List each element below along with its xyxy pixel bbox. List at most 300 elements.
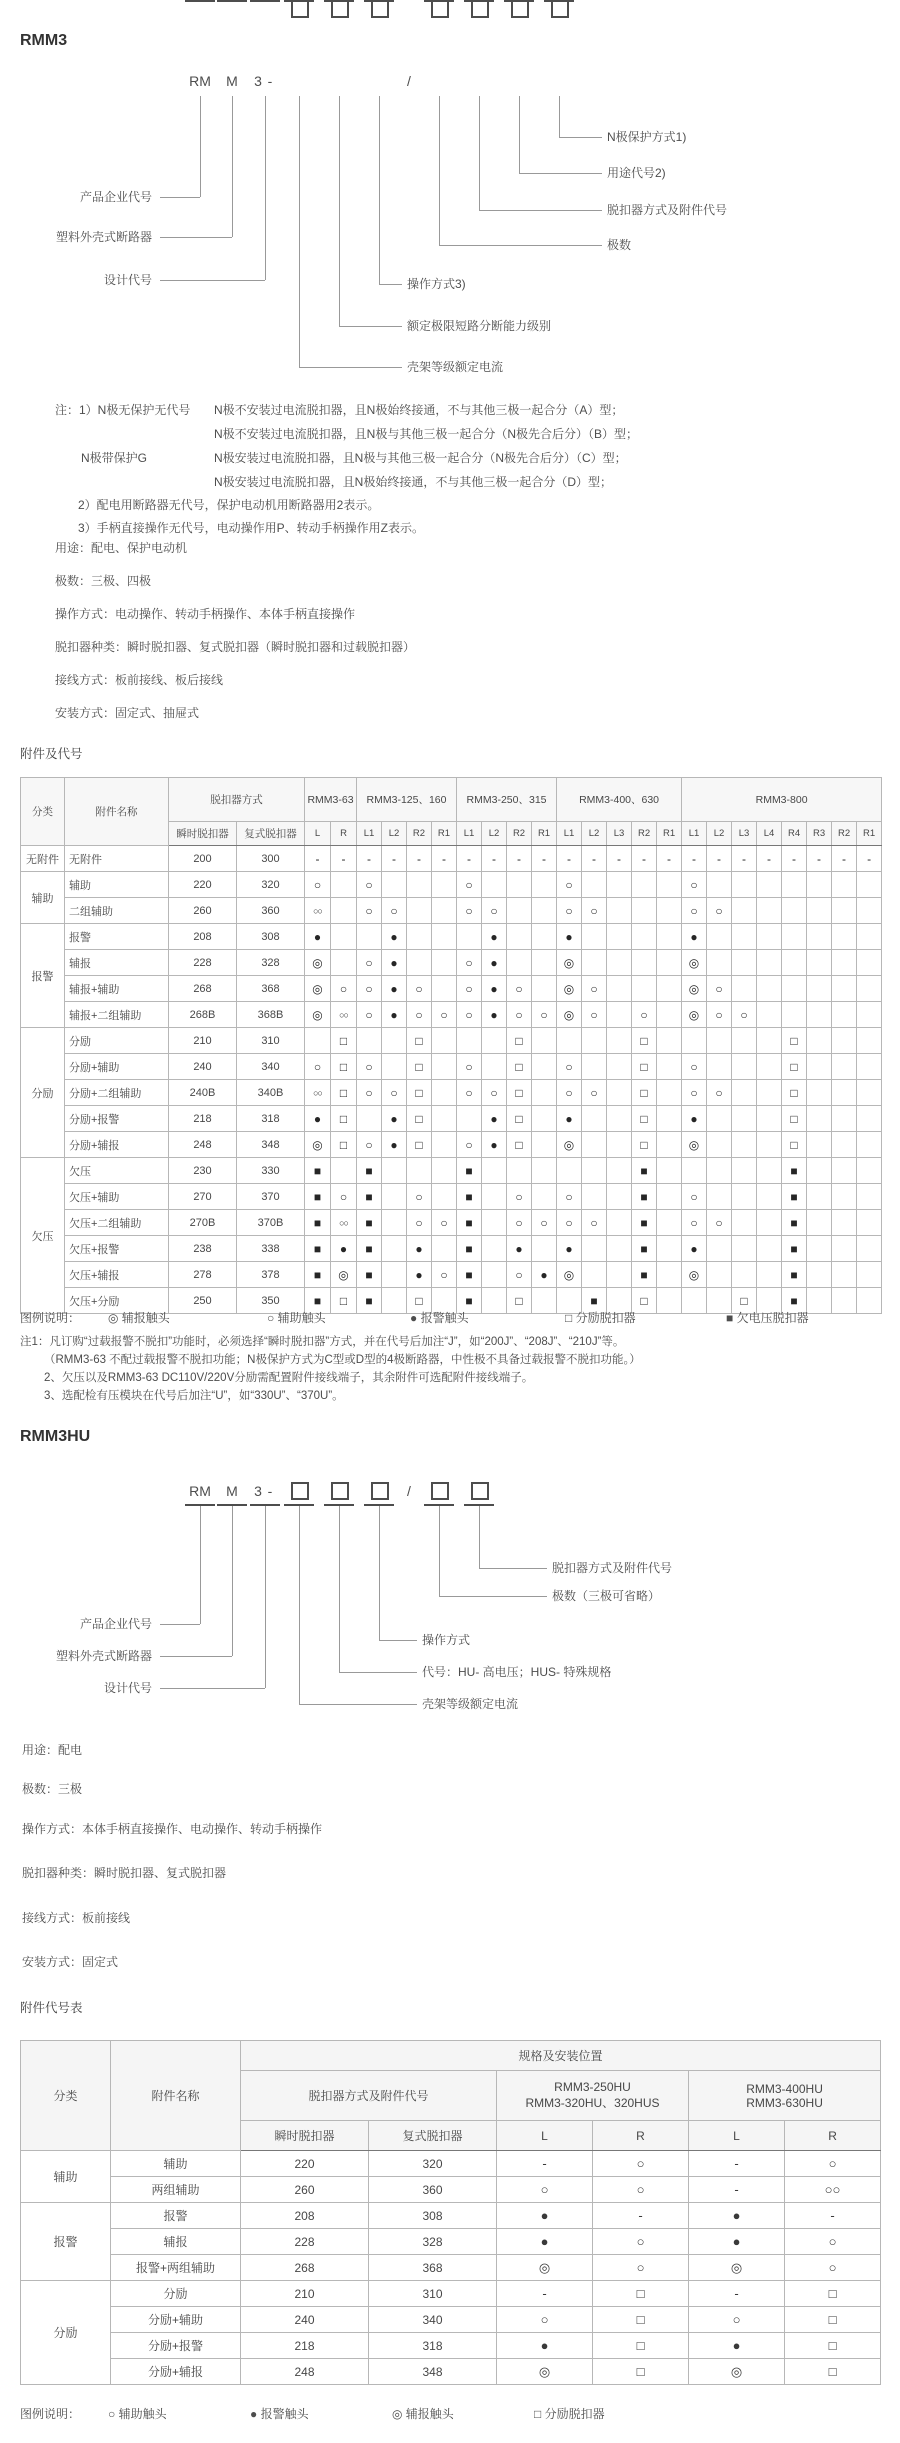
- rmm3hu-section-title: RMM3HU: [20, 1428, 91, 1445]
- table-row: [21, 2177, 881, 2203]
- legend-prefix: 图例说明：: [20, 2407, 81, 2421]
- table-cell: [507, 1158, 532, 1184]
- table-cell: ●: [482, 1002, 507, 1028]
- table-cell: 320: [237, 872, 305, 898]
- spec-line: 接线方式：板前接线、板后接线: [55, 673, 224, 687]
- table-cell: 260: [241, 2177, 369, 2203]
- table-cell: 208: [169, 924, 237, 950]
- category-cell: 辅助: [21, 872, 65, 924]
- table-cell: ■: [357, 1158, 382, 1184]
- table-cell: ■: [305, 1262, 331, 1288]
- legend-item: ◎ 辅报触头: [392, 2407, 454, 2421]
- table-cell: □: [593, 2281, 689, 2307]
- table-cell: [432, 898, 457, 924]
- table-cell: ●: [557, 1236, 582, 1262]
- table-cell: 238: [169, 1236, 237, 1262]
- table-cell: [857, 1132, 882, 1158]
- table-cell: [857, 950, 882, 976]
- table-cell: □: [331, 1028, 357, 1054]
- table-cell: ○: [707, 1080, 732, 1106]
- table-cell: 268: [241, 2255, 369, 2281]
- code-token-slash: /: [407, 1483, 411, 1499]
- table-cell: ○: [407, 1184, 432, 1210]
- table-cell: ●: [482, 950, 507, 976]
- table-cell: -: [497, 2281, 593, 2307]
- table-row: [21, 976, 882, 1002]
- table-cell: ○: [507, 1184, 532, 1210]
- table-cell: 220: [241, 2151, 369, 2177]
- table-cell: ■: [782, 1262, 807, 1288]
- table-row: [21, 1106, 882, 1132]
- table-cell: [857, 1106, 882, 1132]
- table-cell: ○○: [785, 2177, 881, 2203]
- table-cell: [807, 1002, 832, 1028]
- table-cell: ◎: [557, 976, 582, 1002]
- table-cell: ◎: [305, 950, 331, 976]
- code-token-dash: -: [267, 1483, 273, 1499]
- table-cell: [582, 1054, 607, 1080]
- code-box-6: [511, 0, 529, 18]
- table-cell: [482, 1184, 507, 1210]
- table-cell: □: [782, 1106, 807, 1132]
- table-cell: [832, 976, 857, 1002]
- spec-line: 安装方式：固定式: [22, 1955, 119, 1969]
- table-cell: ○: [582, 898, 607, 924]
- table-row: [21, 1054, 882, 1080]
- spec-line: 极数：三极、四极: [55, 574, 152, 588]
- table-cell: [657, 898, 682, 924]
- column-header: 附件名称: [65, 778, 169, 846]
- table-cell: [707, 1158, 732, 1184]
- legend-item: ● 报警触头: [250, 2407, 309, 2421]
- note-line: N极不安装过电流脱扣器，且N极与其他三极一起合分（N极先合后分）（B）型；: [214, 427, 639, 441]
- table-cell: -: [582, 846, 607, 872]
- table-cell: [532, 1080, 557, 1106]
- table-row: [21, 1080, 882, 1106]
- table-cell: [657, 1158, 682, 1184]
- table-cell: ○: [497, 2307, 593, 2333]
- table-cell: -: [807, 846, 832, 872]
- column-header: L2: [582, 822, 607, 846]
- table-cell: ●: [305, 924, 331, 950]
- table-cell: ○: [682, 1054, 707, 1080]
- table-cell: □: [632, 1080, 657, 1106]
- rmm3-section-title: RMM3: [20, 32, 68, 49]
- column-header: L: [305, 822, 331, 846]
- table-cell: [857, 898, 882, 924]
- table-cell: 248: [241, 2359, 369, 2385]
- table-cell: [832, 1210, 857, 1236]
- table-cell: [707, 872, 732, 898]
- table-cell: [807, 1158, 832, 1184]
- table-cell: ○: [582, 1210, 607, 1236]
- table-cell: ◎: [557, 1262, 582, 1288]
- table-cell: [607, 1002, 632, 1028]
- table-cell: □: [785, 2333, 881, 2359]
- column-header: 瞬时脱扣器: [169, 822, 237, 846]
- table-cell: ○: [382, 1080, 407, 1106]
- table-cell: 分励+辅助: [111, 2307, 241, 2333]
- table-cell: ●: [497, 2333, 593, 2359]
- table-cell: ○: [507, 1002, 532, 1028]
- table-cell: [657, 950, 682, 976]
- column-header: RMM3-250HU RMM3-320HU、320HUS: [497, 2071, 689, 2121]
- table-cell: ○: [357, 1132, 382, 1158]
- column-header: R: [785, 2121, 881, 2151]
- table-cell: 欠压+二组辅助: [65, 1210, 169, 1236]
- table-cell: [507, 872, 532, 898]
- table-cell: [357, 1106, 382, 1132]
- table-cell: □: [632, 1028, 657, 1054]
- table-cell: [357, 1028, 382, 1054]
- table-cell: □: [785, 2359, 881, 2385]
- table-cell: -: [732, 846, 757, 872]
- table-cell: ○: [357, 1002, 382, 1028]
- table-cell: ○: [357, 950, 382, 976]
- code-token-m: M: [226, 1483, 238, 1499]
- table-cell: [732, 1210, 757, 1236]
- table-row: [21, 2255, 881, 2281]
- table-cell: 368B: [237, 1002, 305, 1028]
- table-cell: -: [607, 846, 632, 872]
- code-token-rm: RM: [189, 73, 211, 89]
- table-cell: [432, 1054, 457, 1080]
- table-cell: □: [407, 1288, 432, 1314]
- table-cell: [607, 924, 632, 950]
- table-cell: [432, 976, 457, 1002]
- table-cell: ○○: [305, 898, 331, 924]
- table-cell: [832, 872, 857, 898]
- note-line: 注：1）N极无保护无代号 N极不安装过电流脱扣器，且N极始终接通，不与其他三极一起合分（A）型；: [55, 403, 624, 417]
- table-cell: [757, 924, 782, 950]
- table-cell: ○: [557, 872, 582, 898]
- category-cell: 辅助: [21, 2151, 111, 2203]
- table-cell: [657, 1236, 682, 1262]
- label-breaking-capacity: 额定极限短路分断能力级别: [407, 319, 552, 333]
- table-cell: □: [593, 2359, 689, 2385]
- table-cell: ◎: [497, 2255, 593, 2281]
- table-row: [21, 1262, 882, 1288]
- table-cell: 340: [237, 1054, 305, 1080]
- table-row: [21, 1236, 882, 1262]
- column-header: L1: [457, 822, 482, 846]
- column-header: L2: [707, 822, 732, 846]
- table-cell: [732, 976, 757, 1002]
- spec-line: 极数：三极: [22, 1782, 83, 1796]
- table-cell: 210: [169, 1028, 237, 1054]
- column-header: R1: [857, 822, 882, 846]
- table-cell: ■: [305, 1236, 331, 1262]
- table-cell: [707, 1262, 732, 1288]
- table-cell: -: [532, 846, 557, 872]
- table-cell: [682, 1028, 707, 1054]
- table-cell: [632, 976, 657, 1002]
- table-cell: [582, 1158, 607, 1184]
- table-cell: □: [507, 1054, 532, 1080]
- table-cell: [382, 1158, 407, 1184]
- table-cell: 318: [369, 2333, 497, 2359]
- table-row: [21, 872, 882, 898]
- table-cell: □: [331, 1106, 357, 1132]
- table-cell: 360: [237, 898, 305, 924]
- table-cell: □: [785, 2307, 881, 2333]
- note-line: N极带保护G N极安装过电流脱扣器，且N极与其他三极一起合分（N极先合后分）（C）型；: [81, 451, 627, 465]
- table-cell: [757, 1106, 782, 1132]
- table-row: [21, 2151, 881, 2177]
- table-cell: ■: [457, 1210, 482, 1236]
- table-cell: [757, 1158, 782, 1184]
- table-cell: [432, 1080, 457, 1106]
- table-cell: ○○: [305, 1080, 331, 1106]
- table-row: [21, 1132, 882, 1158]
- table-cell: ◎: [557, 1132, 582, 1158]
- table-cell: -: [689, 2281, 785, 2307]
- table-cell: [432, 1184, 457, 1210]
- table-cell: 分励+二组辅助: [65, 1080, 169, 1106]
- table-cell: [357, 924, 382, 950]
- table-cell: 350: [237, 1288, 305, 1314]
- table-cell: 报警: [65, 924, 169, 950]
- table-cell: [382, 1210, 407, 1236]
- table-cell: 分励+辅报: [65, 1132, 169, 1158]
- table-cell: [532, 1158, 557, 1184]
- table-cell: □: [632, 1132, 657, 1158]
- table-cell: 328: [369, 2229, 497, 2255]
- table-cell: [807, 950, 832, 976]
- table-cell: [757, 1236, 782, 1262]
- table-cell: ○: [557, 1184, 582, 1210]
- table-cell: ◎: [682, 1002, 707, 1028]
- table-cell: ◎: [331, 1262, 357, 1288]
- table-cell: ●: [407, 1236, 432, 1262]
- table-cell: ◎: [557, 1002, 582, 1028]
- table-cell: 340B: [237, 1080, 305, 1106]
- table-cell: □: [593, 2307, 689, 2333]
- table-cell: ■: [457, 1288, 482, 1314]
- table-cell: ○: [457, 1132, 482, 1158]
- table-cell: ■: [632, 1210, 657, 1236]
- table-cell: [832, 924, 857, 950]
- table-cell: ●: [689, 2333, 785, 2359]
- table-cell: [832, 950, 857, 976]
- table-cell: ■: [582, 1288, 607, 1314]
- spec-line: 接线方式：板前接线: [22, 1911, 131, 1925]
- footnote-line: 注1：凡订购“过载报警不脱扣”功能时，必须选择“瞬时脱扣器”方式，并在代号后加注“J”，如“200J”、“208J”、“210J”等。: [20, 1336, 625, 1348]
- table-cell: [732, 1080, 757, 1106]
- table-cell: -: [785, 2203, 881, 2229]
- table-cell: [857, 1210, 882, 1236]
- table-cell: [507, 924, 532, 950]
- rmm3hu-accessory-code-table: [20, 2040, 881, 2385]
- table-cell: 328: [237, 950, 305, 976]
- label-operation-mode: 操作方式3): [407, 277, 466, 291]
- table-cell: [582, 924, 607, 950]
- table-cell: ●: [382, 1132, 407, 1158]
- table-cell: ○: [557, 898, 582, 924]
- table-cell: ○: [357, 976, 382, 1002]
- label-frame-current: 壳架等级额定电流: [422, 1697, 519, 1711]
- table-cell: ●: [482, 976, 507, 1002]
- column-header: L3: [607, 822, 632, 846]
- table-cell: □: [507, 1028, 532, 1054]
- table-cell: □: [507, 1288, 532, 1314]
- table-row: [21, 1002, 882, 1028]
- table-cell: 370: [237, 1184, 305, 1210]
- table-cell: [407, 950, 432, 976]
- table-cell: [507, 898, 532, 924]
- label-trip-accessory-code: 脱扣器方式及附件代号: [552, 1561, 673, 1575]
- legend-prefix: 图例说明：: [20, 1311, 81, 1325]
- footnote-line: （RMM3-63 不配过载报警不脱扣功能；N极保护方式为C型或D型的4极断路器，中性极不具备过载报警不脱扣功能。）: [44, 1354, 641, 1366]
- table-cell: □: [407, 1054, 432, 1080]
- table-cell: ●: [507, 1236, 532, 1262]
- table-cell: ○: [382, 898, 407, 924]
- spec-line: 脱扣器种类：瞬时脱扣器、复式脱扣器（瞬时脱扣器和过载脱扣器）: [55, 640, 416, 654]
- table-cell: [532, 1184, 557, 1210]
- table-cell: 270B: [169, 1210, 237, 1236]
- table-cell: ○: [732, 1002, 757, 1028]
- table-cell: [732, 950, 757, 976]
- table-cell: ○: [557, 1210, 582, 1236]
- table-cell: ○: [305, 872, 331, 898]
- table-cell: [757, 1028, 782, 1054]
- table-cell: ○: [682, 1080, 707, 1106]
- table-cell: ○: [707, 898, 732, 924]
- table-cell: 318: [237, 1106, 305, 1132]
- table-cell: ○: [682, 1210, 707, 1236]
- table-cell: ○: [432, 1210, 457, 1236]
- table-cell: ◎: [689, 2359, 785, 2385]
- table-cell: [507, 950, 532, 976]
- table-cell: [807, 898, 832, 924]
- table-cell: ■: [782, 1158, 807, 1184]
- table-cell: -: [432, 846, 457, 872]
- table-cell: 218: [241, 2333, 369, 2359]
- table-cell: [832, 1054, 857, 1080]
- table-cell: [432, 872, 457, 898]
- table-cell: [657, 1106, 682, 1132]
- table-cell: [407, 924, 432, 950]
- table-cell: [607, 1236, 632, 1262]
- table-cell: ○○: [331, 1210, 357, 1236]
- table-cell: [331, 872, 357, 898]
- table-cell: ○: [482, 1080, 507, 1106]
- table-cell: ○: [457, 976, 482, 1002]
- column-header: 复式脱扣器: [369, 2121, 497, 2151]
- table-cell: [782, 1002, 807, 1028]
- table-cell: [832, 1080, 857, 1106]
- table-cell: [757, 1080, 782, 1106]
- table-cell: [807, 1184, 832, 1210]
- table-row: [21, 1210, 882, 1236]
- table-cell: □: [331, 1080, 357, 1106]
- table-cell: -: [557, 846, 582, 872]
- table-cell: -: [757, 846, 782, 872]
- table-cell: -: [507, 846, 532, 872]
- table-cell: ◎: [557, 950, 582, 976]
- table-cell: [707, 1106, 732, 1132]
- table-cell: [582, 1106, 607, 1132]
- table-cell: [607, 950, 632, 976]
- table-cell: [682, 1158, 707, 1184]
- legend-item: ◎ 辅报触头: [108, 1311, 170, 1325]
- table-cell: □: [632, 1288, 657, 1314]
- table-cell: ○: [457, 898, 482, 924]
- table-cell: [457, 924, 482, 950]
- table-cell: 260: [169, 898, 237, 924]
- table-cell: [482, 1028, 507, 1054]
- table-cell: ■: [457, 1158, 482, 1184]
- table-cell: ○: [582, 1002, 607, 1028]
- spec-line: 用途：配电、保护电动机: [55, 541, 188, 555]
- table-cell: [757, 950, 782, 976]
- table-cell: □: [331, 1054, 357, 1080]
- table-cell: ◎: [305, 976, 331, 1002]
- table-cell: ○: [407, 1002, 432, 1028]
- spec-line: 用途：配电: [22, 1743, 83, 1757]
- table-cell: -: [632, 846, 657, 872]
- table-cell: 250: [169, 1288, 237, 1314]
- table-cell: ○: [507, 976, 532, 1002]
- rmm3-accessory-code-table: [20, 777, 882, 1314]
- table-cell: ●: [497, 2203, 593, 2229]
- table-cell: ■: [782, 1288, 807, 1314]
- table-cell: [732, 898, 757, 924]
- table-cell: ○: [507, 1262, 532, 1288]
- table-cell: [732, 1262, 757, 1288]
- table-cell: ■: [305, 1158, 331, 1184]
- table-cell: ○: [593, 2229, 689, 2255]
- label-n-pole-protection: N极保护方式1): [607, 130, 687, 144]
- table-cell: [707, 1184, 732, 1210]
- column-header: 脱扣器方式: [169, 778, 305, 822]
- table-cell: -: [331, 846, 357, 872]
- code-box-3: [371, 1482, 389, 1500]
- column-header: 附件名称: [111, 2041, 241, 2151]
- table-cell: 分励+报警: [111, 2333, 241, 2359]
- column-header: RMM3-800: [682, 778, 882, 822]
- table-cell: [732, 1132, 757, 1158]
- table-cell: [457, 1106, 482, 1132]
- table-cell: ○: [593, 2151, 689, 2177]
- table-cell: 分励+辅报: [111, 2359, 241, 2385]
- table-row: [21, 924, 882, 950]
- table-cell: [857, 924, 882, 950]
- table-cell: [432, 1236, 457, 1262]
- table-cell: [732, 1028, 757, 1054]
- table-cell: [657, 1184, 682, 1210]
- table-cell: [782, 872, 807, 898]
- table-cell: -: [305, 846, 331, 872]
- table-cell: 268: [169, 976, 237, 1002]
- table-cell: [482, 872, 507, 898]
- table-cell: [632, 924, 657, 950]
- table-cell: [807, 976, 832, 1002]
- table-cell: □: [407, 1028, 432, 1054]
- table-cell: ○: [707, 1002, 732, 1028]
- table-cell: ○: [532, 1210, 557, 1236]
- table-cell: ○: [331, 1184, 357, 1210]
- column-header: RMM3-400HU RMM3-630HU: [689, 2071, 881, 2121]
- table-cell: [382, 1054, 407, 1080]
- table-cell: ■: [457, 1236, 482, 1262]
- table-cell: ◎: [497, 2359, 593, 2385]
- table-cell: [807, 1106, 832, 1132]
- label-operation-mode: 操作方式: [422, 1633, 471, 1647]
- note-line: N极安装过电流脱扣器，且N极始终接通，不与其他三极一起合分（D）型；: [214, 475, 613, 489]
- table-cell: ◎: [682, 950, 707, 976]
- label-poles: 极数（三极可省略）: [552, 1589, 661, 1603]
